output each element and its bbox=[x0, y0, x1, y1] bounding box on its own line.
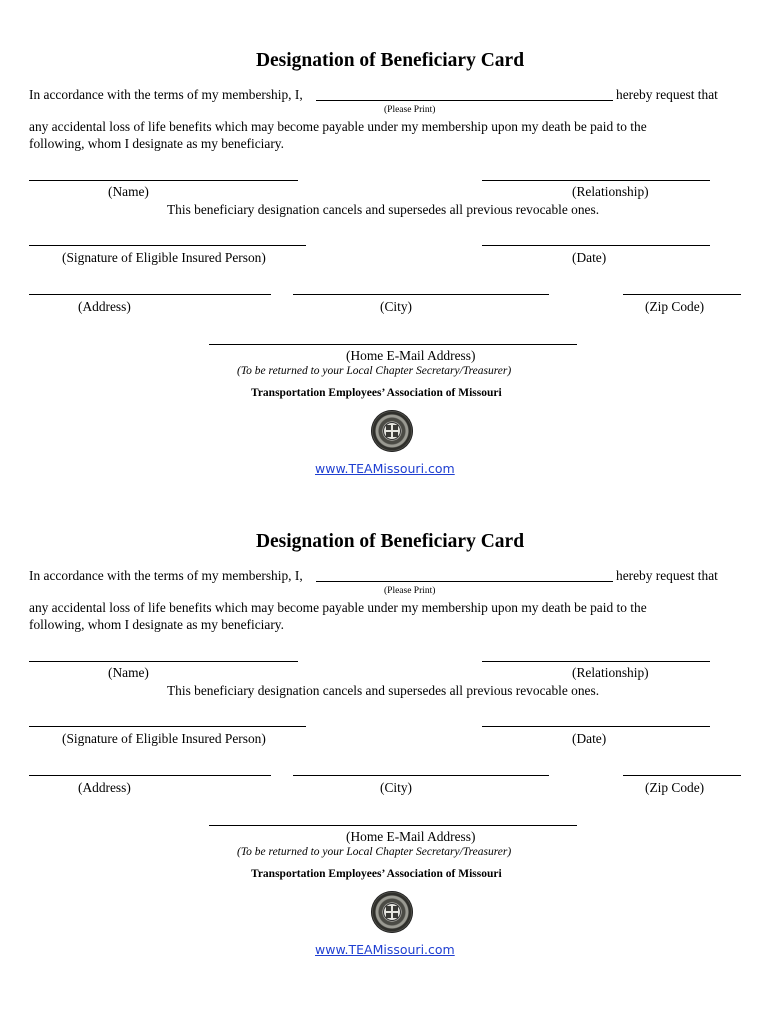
return-note: (To be returned to your Local Chapter Secretary/Treasurer) bbox=[237, 365, 512, 377]
date-field[interactable] bbox=[482, 726, 710, 727]
email-field[interactable] bbox=[209, 825, 577, 826]
supersede-text: This beneficiary designation cancels and supersedes all previous revocable ones. bbox=[167, 683, 600, 698]
zip-label: (Zip Code) bbox=[645, 780, 705, 795]
name-label: (Name) bbox=[108, 665, 149, 680]
intro-text-line3: following, whom I designate as my beneficiary. bbox=[29, 617, 284, 632]
relationship-label: (Relationship) bbox=[572, 184, 649, 199]
email-label: (Home E-Mail Address) bbox=[346, 829, 476, 844]
email-field[interactable] bbox=[209, 344, 577, 345]
intro-text-line2: any accidental loss of life benefits which may become payable under my membership upon my death be paid to the bbox=[29, 119, 647, 134]
website-link[interactable]: www.TEAMissouri.com bbox=[315, 942, 455, 957]
address-label: (Address) bbox=[78, 780, 131, 795]
intro-text-line3: following, whom I designate as my beneficiary. bbox=[29, 136, 284, 151]
address-label: (Address) bbox=[78, 299, 131, 314]
organization-name: Transportation Employees’ Association of Missouri bbox=[251, 868, 502, 880]
signature-field[interactable] bbox=[29, 245, 306, 246]
address-field[interactable] bbox=[29, 294, 271, 295]
intro-text-line2: any accidental loss of life benefits which may become payable under my membership upon my death be paid to the bbox=[29, 600, 647, 615]
signature-label: (Signature of Eligible Insured Person) bbox=[62, 250, 266, 265]
date-label: (Date) bbox=[572, 250, 607, 265]
city-label: (City) bbox=[380, 780, 412, 795]
beneficiary-name-field[interactable] bbox=[29, 661, 298, 662]
relationship-field[interactable] bbox=[482, 661, 710, 662]
signature-field[interactable] bbox=[29, 726, 306, 727]
organization-name: Transportation Employees’ Association of Missouri bbox=[251, 387, 502, 399]
email-label: (Home E-Mail Address) bbox=[346, 348, 476, 363]
intro-text-start: In accordance with the terms of my membership, I, bbox=[29, 568, 303, 583]
date-label: (Date) bbox=[572, 731, 607, 746]
city-field[interactable] bbox=[293, 775, 549, 776]
relationship-label: (Relationship) bbox=[572, 665, 649, 680]
city-label: (City) bbox=[380, 299, 412, 314]
supersede-text: This beneficiary designation cancels and supersedes all previous revocable ones. bbox=[167, 202, 600, 217]
organization-seal-icon bbox=[371, 891, 413, 933]
please-print-note: (Please Print) bbox=[384, 586, 436, 596]
zip-field[interactable] bbox=[623, 775, 741, 776]
return-note: (To be returned to your Local Chapter Secretary/Treasurer) bbox=[237, 846, 512, 858]
name-label: (Name) bbox=[108, 184, 149, 199]
zip-label: (Zip Code) bbox=[645, 299, 705, 314]
zip-field[interactable] bbox=[623, 294, 741, 295]
intro-text-start: In accordance with the terms of my membership, I, bbox=[29, 87, 303, 102]
beneficiary-card-1 bbox=[0, 0, 770, 480]
beneficiary-name-field[interactable] bbox=[29, 180, 298, 181]
relationship-field[interactable] bbox=[482, 180, 710, 181]
please-print-note: (Please Print) bbox=[384, 105, 436, 115]
beneficiary-card-2 bbox=[0, 481, 770, 961]
address-field[interactable] bbox=[29, 775, 271, 776]
member-name-field[interactable] bbox=[316, 581, 613, 582]
signature-label: (Signature of Eligible Insured Person) bbox=[62, 731, 266, 746]
city-field[interactable] bbox=[293, 294, 549, 295]
member-name-field[interactable] bbox=[316, 100, 613, 101]
intro-text-end: hereby request that bbox=[616, 87, 718, 102]
date-field[interactable] bbox=[482, 245, 710, 246]
intro-text-end: hereby request that bbox=[616, 568, 718, 583]
card-title: Designation of Beneficiary Card bbox=[255, 50, 525, 71]
organization-seal-icon bbox=[371, 410, 413, 452]
website-link[interactable]: www.TEAMissouri.com bbox=[315, 461, 455, 476]
card-title: Designation of Beneficiary Card bbox=[255, 531, 525, 552]
